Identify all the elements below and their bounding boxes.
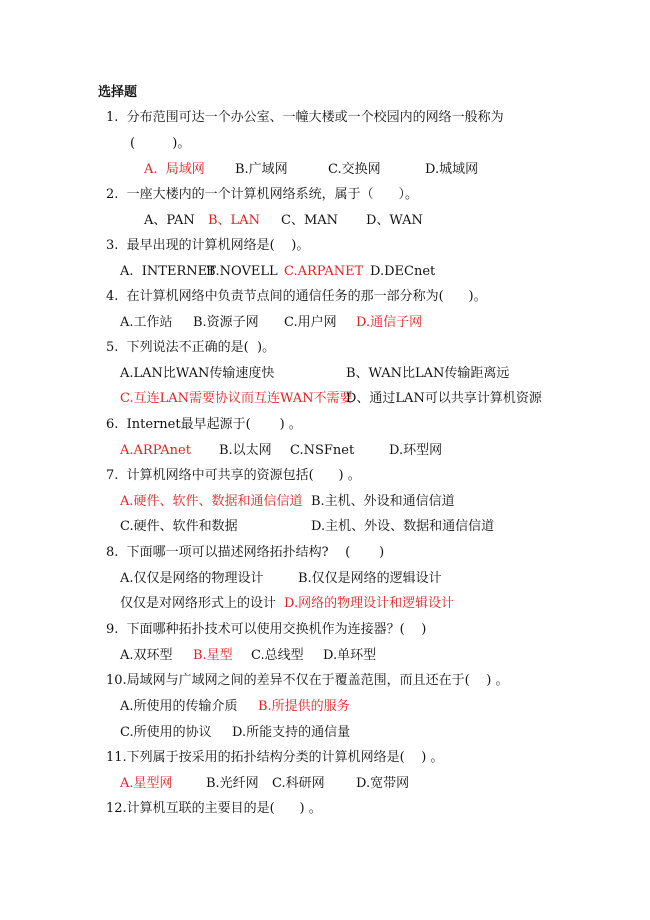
- question-9-option-b: B.星型: [193, 648, 233, 663]
- question-7-option-b: B.主机、外设和通信信道: [311, 494, 455, 509]
- question-1-option-d: D.城域网: [425, 162, 479, 177]
- question-2-option-a: A、PAN: [144, 213, 195, 228]
- question-4-option-b: B.资源子网: [193, 315, 259, 330]
- question-7-stem: 7. 计算机网络中可共享的资源包括( ) 。: [106, 468, 361, 483]
- question-5-stem: 5. 下列说法不正确的是( )。: [106, 340, 276, 355]
- question-4-option-a: A.工作站: [120, 315, 173, 330]
- question-11-option-b: B.光纤网: [206, 776, 259, 791]
- question-3-stem: 3. 最早出现的计算机网络是( )。: [106, 238, 310, 253]
- question-2-option-b: B、LAN: [208, 213, 260, 228]
- question-7-option-c: C.硬件、软件和数据: [120, 519, 238, 534]
- question-9-option-a: A.双环型: [120, 648, 173, 663]
- question-3-option-c: C.ARPANET: [284, 264, 364, 279]
- question-10-option-a: A.所使用的传输介质: [120, 699, 238, 714]
- question-5-option-b: B、WAN比LAN传输距离远: [346, 366, 510, 381]
- question-6-stem: 6. Internet最早起源于( ) 。: [106, 417, 302, 432]
- question-5-option-d: D、通过LAN可以共享计算机资源: [346, 391, 542, 406]
- question-6-option-d: D.环型网: [389, 443, 443, 458]
- question-5-option-c: C.互连LAN需要协议而互连WAN不需要: [120, 391, 353, 406]
- question-8-option-c: 仅仅是对网络形式上的设计: [120, 596, 277, 611]
- question-5-option-a: A.LAN比WAN传输速度快: [120, 366, 275, 381]
- question-1-stem: 1. 分布范围可达一个办公室、一幢大楼或一个校园内的网络一般称为: [106, 110, 504, 125]
- question-11-option-d: D.宽带网: [356, 776, 410, 791]
- question-1-option-a: A. 局域网: [144, 162, 205, 177]
- question-10-stem: 10.局域网与广域网之间的差异不仅在于覆盖范围，而且还在于( ) 。: [106, 673, 509, 688]
- question-6-option-b: B.以太网: [219, 443, 272, 458]
- question-10-option-d: D.所能支持的通信量: [232, 725, 351, 740]
- question-2-option-c: C、MAN: [281, 213, 339, 228]
- question-10-option-c: C.所使用的协议: [120, 725, 212, 740]
- question-1-option-b: B.广域网: [235, 162, 288, 177]
- question-4-stem: 4. 在计算机网络中负责节点间的通信任务的那一部分称为( )。: [106, 289, 487, 304]
- question-9-option-c: C.总线型: [251, 648, 304, 663]
- question-11-option-c: C.科研网: [272, 776, 325, 791]
- question-1-option-c: C.交换网: [328, 162, 381, 177]
- question-3-option-a: A. INTERNET: [120, 264, 216, 279]
- question-12-stem: 12.计算机互联的主要目的是( ) 。: [106, 801, 322, 816]
- question-4-option-c: C.用户网: [284, 315, 337, 330]
- question-1-stem-blank: ( )。: [130, 136, 191, 151]
- question-10-option-b: B.所提供的服务: [258, 699, 350, 714]
- question-9-option-d: D.单环型: [323, 648, 377, 663]
- question-9-stem: 9. 下面哪种拓扑技术可以使用交换机作为连接器？( ): [106, 622, 427, 637]
- question-8-option-d: D.网络的物理设计和逻辑设计: [284, 596, 455, 611]
- question-6-option-a: A.ARPAnet: [120, 443, 191, 458]
- question-7-option-a: A.硬件、软件、数据和通信信道: [120, 494, 303, 509]
- question-4-option-d: D.通信子网: [356, 315, 423, 330]
- question-8-stem: 8. 下面哪一项可以描述网络拓扑结构? ( ): [106, 545, 385, 560]
- question-8-option-a: A.仅仅是网络的物理设计: [120, 571, 264, 586]
- question-3-option-b: B.NOVELL: [206, 264, 278, 279]
- question-2-option-d: D、WAN: [366, 213, 423, 228]
- question-11-stem: 11.下列属于按采用的拓扑结构分类的计算机网络是( ) 。: [106, 750, 444, 765]
- question-3-option-d: D.DECnet: [370, 264, 436, 279]
- question-8-option-b: B.仅仅是网络的逻辑设计: [298, 571, 442, 586]
- question-11-option-a: A.星型网: [120, 776, 173, 791]
- question-2-stem: 2. 一座大楼内的一个计算机网络系统，属于（ ）。: [106, 187, 418, 202]
- question-7-option-d: D.主机、外设、数据和通信信道: [311, 519, 495, 534]
- question-6-option-c: C.NSFnet: [290, 443, 355, 458]
- section-title: 选择题: [98, 85, 138, 100]
